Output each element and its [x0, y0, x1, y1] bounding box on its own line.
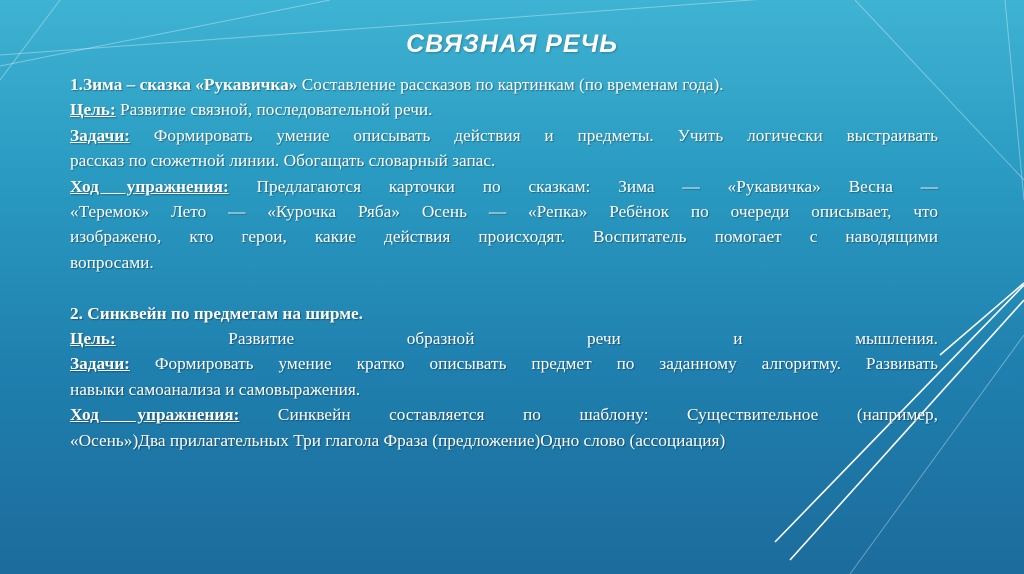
section1-goal-line	[70, 97, 938, 122]
section2-course-label: Ход упражнения:	[70, 405, 240, 425]
section2-goal-text: Развитие образной речи и мышления.	[115, 329, 938, 349]
section1-goal-label: Цель:	[70, 100, 116, 120]
slide-title: СВЯЗНАЯ РЕЧЬ	[406, 30, 618, 58]
section2-tasks-label: Задачи:	[70, 354, 130, 374]
section1-tasks-line2: рассказ по сюжетной линии. Обогащать словарный запас.	[70, 151, 496, 171]
section2-goal-label: Цель:	[70, 329, 116, 349]
section1-heading-line	[70, 72, 938, 97]
section1-course-line	[70, 174, 938, 199]
section1-course-line2: «Теремок» Лето — «Курочка Ряба» Осень — «Репка» Ребёнок по очереди описывает, что	[70, 202, 938, 222]
section1-heading-text: Составление рассказов по картинкам (по временам года).	[297, 75, 724, 94]
slide-content	[70, 72, 938, 453]
section2-course-line1: Синквейн составляется по шаблону: Существительное (например,	[239, 405, 938, 425]
section1-tasks-line	[70, 123, 938, 148]
section2-tasks-line2: навыки самоанализа и самовыражения.	[70, 379, 361, 399]
section1-course-line4: вопросами.	[70, 252, 154, 272]
section2-course-line	[70, 402, 938, 427]
section1-course-line3: изображено, кто герои, какие действия происходят. Воспитатель помогает с наводящими	[70, 227, 938, 247]
section1-tasks-line1: Формировать умение описывать действия и предметы. Учить логически выстраивать	[129, 125, 938, 145]
section1-goal-text: Развитие связной, последовательной речи.	[115, 100, 433, 120]
section2-tasks-line	[70, 351, 938, 376]
spacer	[70, 275, 938, 300]
deco-line	[940, 283, 1024, 355]
section1-heading: 1.Зима – сказка «Рукавичка»	[70, 75, 298, 94]
section2-course-line2: «Осень»)Два прилагательных Три глагола Фраза (предложение)Одно слово (ассоциация)	[70, 430, 726, 450]
section1-course-line1: Предлагаются карточки по сказкам: Зима — «Рукавичка» Весна —	[228, 176, 938, 196]
section1-tasks-label: Задачи:	[70, 125, 130, 145]
section2-heading: 2. Синквейн по предметам на ширме.	[70, 303, 363, 323]
section1-course-label: Ход упражнения:	[70, 176, 229, 196]
section2-tasks-line1: Формировать умение кратко описывать предмет по заданному алгоритму. Развивать	[129, 354, 938, 374]
section2-goal-line	[70, 326, 938, 351]
